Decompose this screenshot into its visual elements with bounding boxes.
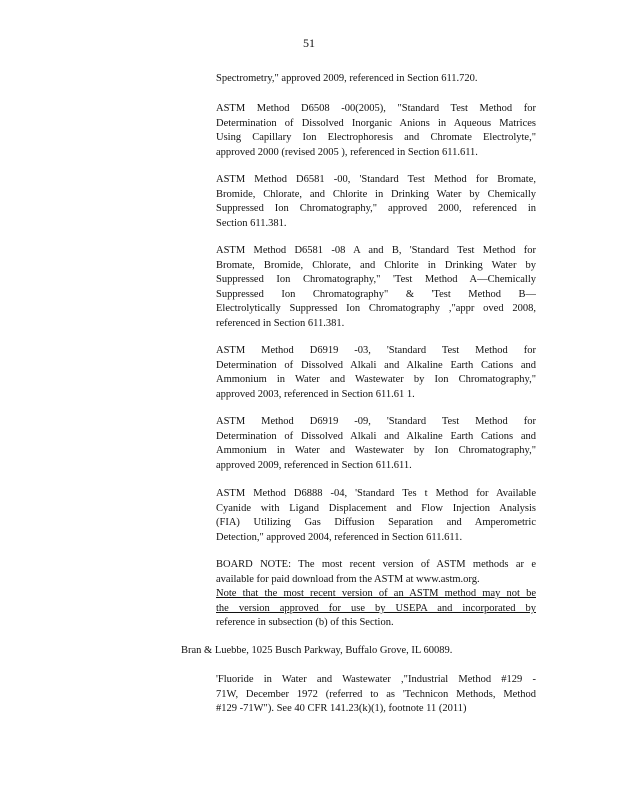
text-line: Suppressed Ion Chromatography," 'Test Method A—Chemically <box>216 274 536 286</box>
paragraph-astm-d6581-00 <box>216 173 536 231</box>
text-line: Cyanide with Ligand Displacement and Flow Injection Analysis <box>216 502 536 514</box>
text-line: available for paid download from the ASTM at www.astm.org. <box>216 573 480 585</box>
underlined-text-line: Note that the most recent version of an ASTM method may not be <box>216 588 536 600</box>
text-line: Electrolytically Suppressed Ion Chromatography ,"appr oved 2008, <box>216 303 536 315</box>
text-line: referenced in Section 611.381. <box>216 317 345 329</box>
paragraph-astm-d6508 <box>216 102 536 160</box>
text-line: Ammonium in Water and Wastewater by Ion Chromatography," <box>216 445 536 457</box>
text-line: Suppressed Ion Chromatography," approved 2000, referenced in <box>216 203 536 215</box>
paragraph-bran-luebbe-heading <box>181 644 541 659</box>
paragraph-astm-d6919-09 <box>216 415 536 473</box>
text-line: ASTM Method D6919 -09, 'Standard Test Method for <box>216 416 536 427</box>
paragraph-spectrometry-tail <box>216 72 536 87</box>
text-line: approved 2000 (revised 2005 ), referenced in Section 611.611. <box>216 146 478 158</box>
underlined-text-line: the version approved for use by USEPA and incorporated by <box>216 602 536 614</box>
text-line: Bran & Luebbe, 1025 Busch Parkway, Buffalo Grove, IL 60089. <box>181 645 453 656</box>
text-line: #129 -71W"). See 40 CFR 141.23(k)(1), footnote 11 (2011) <box>216 703 467 715</box>
text-line: ASTM Method D6508 -00(2005), "Standard Test Method for <box>216 103 536 114</box>
text-line: BOARD NOTE: The most recent version of ASTM methods ar e <box>216 559 536 570</box>
text-line: approved 2009, referenced in Section 611.611. <box>216 459 412 471</box>
paragraph-fluoride-method <box>216 673 536 717</box>
text-line: Suppressed Ion Chromatography" & 'Test Method B— <box>216 288 536 300</box>
text-line: ASTM Method D6919 -03, 'Standard Test Method for <box>216 345 536 356</box>
paragraph-astm-d6888 <box>216 487 536 545</box>
text-line: reference in subsection (b) of this Section. <box>216 617 394 629</box>
text-line: Ammonium in Water and Wastewater by Ion Chromatography," <box>216 374 536 386</box>
text-line: Bromate, Bromide, Chlorate, and Chlorite in Drinking Water by <box>216 259 536 271</box>
paragraph-board-note <box>216 558 536 631</box>
text-line: Bromide, Chlorate, and Chlorite in Drinking Water by Chemically <box>216 188 536 200</box>
page-number: 51 <box>303 36 315 50</box>
text-line: 71W, December 1972 (referred to as 'Technicon Methods, Method <box>216 688 536 700</box>
text-line: Using Capillary Ion Electrophoresis and Chromate Electrolyte," <box>216 132 536 144</box>
text-line: 'Fluoride in Water and Wastewater ,"Industrial Method #129 - <box>216 674 536 685</box>
text-line: ASTM Method D6581 -08 A and B, 'Standard Test Method for <box>216 245 536 256</box>
text-line: Determination of Dissolved Alkali and Alkaline Earth Cations and <box>216 430 536 442</box>
text-line: ASTM Method D6888 -04, 'Standard Tes t Method for Available <box>216 488 536 499</box>
text-line: Spectrometry," approved 2009, referenced in Section 611.720. <box>216 73 478 84</box>
text-line: Determination of Dissolved Inorganic Anions in Aqueous Matrices <box>216 117 536 129</box>
text-line: ASTM Method D6581 -00, 'Standard Test Method for Bromate, <box>216 174 536 185</box>
paragraph-astm-d6581-08 <box>216 244 536 332</box>
paragraph-astm-d6919-03 <box>216 344 536 402</box>
text-line: Determination of Dissolved Alkali and Alkaline Earth Cations and <box>216 359 536 371</box>
text-line: Detection," approved 2004, referenced in Section 611.611. <box>216 531 463 543</box>
text-line: (FIA) Utilizing Gas Diffusion Separation and Amperometric <box>216 517 536 529</box>
text-line: Section 611.381. <box>216 217 287 229</box>
text-line: approved 2003, referenced in Section 611.61 1. <box>216 388 415 400</box>
